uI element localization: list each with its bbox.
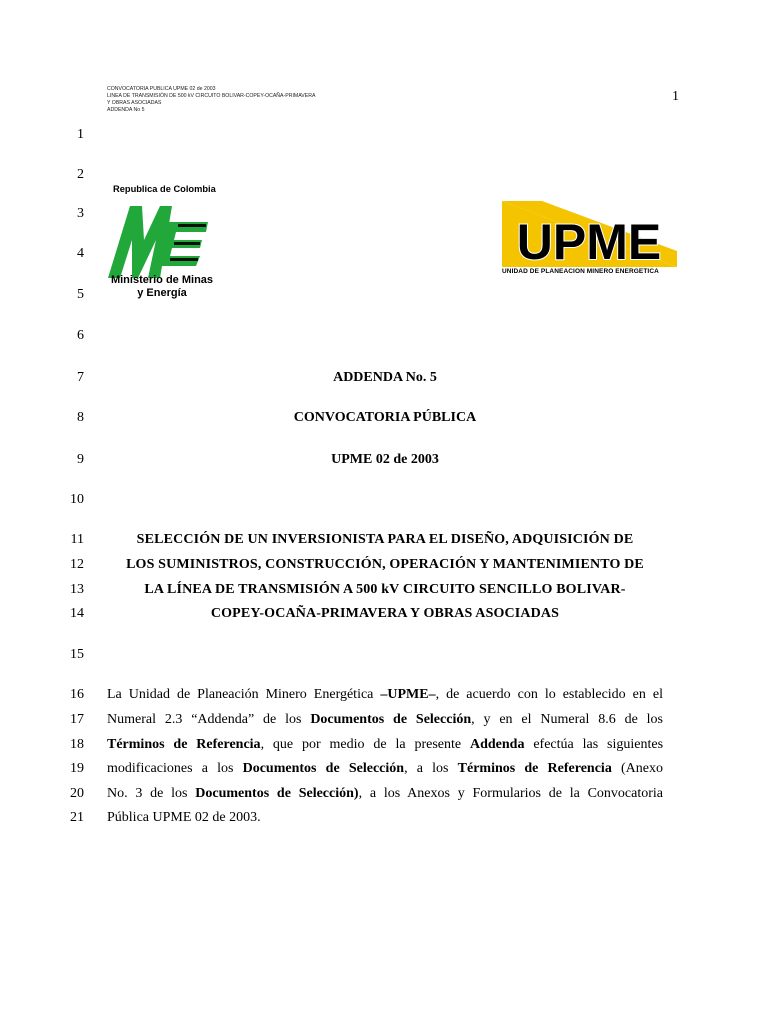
document-header	[107, 86, 315, 114]
body-line: modificaciones a los Documentos de Selección, a los Términos de Referencia (Anexo	[107, 761, 663, 776]
header-line: Y OBRAS ASOCIADAS	[107, 100, 162, 106]
body-line: No. 3 de los Documentos de Selección), a los Anexos y Formularios de la Convocatoria	[107, 786, 663, 801]
convocatoria-code: UPME 02 de 2003	[331, 452, 439, 467]
body-line: Pública UPME 02 de 2003.	[107, 810, 261, 825]
body-line: Numeral 2.3 “Addenda” de los Documentos de Selección, y en el Numeral 8.6 de los	[107, 712, 663, 727]
line-number: 12	[70, 557, 84, 572]
country-label: Republica de Colombia	[113, 184, 216, 194]
upme-caption: UNIDAD DE PLANEACION MINERO ENERGETICA	[502, 268, 659, 275]
line-number: 9	[77, 452, 84, 467]
ministry-name	[106, 274, 218, 299]
line-number: 14	[70, 606, 84, 621]
line-number: 10	[70, 492, 84, 507]
line-number: 17	[70, 712, 84, 727]
line-number: 2	[77, 167, 84, 182]
body-line: La Unidad de Planeación Minero Energética –UPME–, de acuerdo con lo establecido en el	[107, 687, 663, 702]
line-number: 3	[77, 206, 84, 221]
subject-line: LOS SUMINISTROS, CONSTRUCCIÓN, OPERACIÓN Y MANTENIMIENTO DE	[126, 557, 644, 572]
header-line: CONVOCATORIA PUBLICA UPME 02 de 2003	[107, 86, 216, 92]
line-number: 1	[77, 127, 84, 142]
line-number: 13	[70, 582, 84, 597]
line-number: 8	[77, 410, 84, 425]
convocatoria-title: CONVOCATORIA PÚBLICA	[293, 410, 477, 425]
ministry-name-line: y Energía	[137, 286, 187, 299]
header-line: LINEA DE TRANSMISIÓN DE 500 kV CIRCUITO BOLIVAR-COPEY-OCAÑA-PRIMAVERA	[107, 93, 316, 99]
line-number: 4	[77, 246, 84, 261]
line-number: 7	[77, 370, 84, 385]
subject-line: SELECCIÓN DE UN INVERSIONISTA PARA EL DISEÑO, ADQUISICIÓN DE	[136, 532, 634, 547]
upme-logo	[502, 201, 677, 267]
line-number: 21	[70, 810, 84, 825]
subject-line: COPEY-OCAÑA-PRIMAVERA Y OBRAS ASOCIADAS	[210, 606, 560, 621]
line-number: 18	[70, 737, 84, 752]
line-number: 19	[70, 761, 84, 776]
line-number: 11	[70, 532, 84, 547]
page-number: 1	[672, 89, 679, 104]
subject-line: LA LÍNEA DE TRANSMISIÓN A 500 kV CIRCUITO SENCILLO BOLIVAR-	[144, 582, 626, 597]
line-number: 5	[77, 287, 84, 302]
line-number: 15	[70, 647, 84, 662]
header-line: ADDENDA No 5	[107, 107, 145, 113]
line-number: 6	[77, 328, 84, 343]
ministry-name-line: Ministerio de Minas	[110, 274, 214, 286]
line-number: 20	[70, 786, 84, 801]
upme-wordmark: UPME	[516, 214, 662, 267]
body-line: Términos de Referencia, que por medio de la presente Addenda efectúa las siguientes	[107, 737, 664, 752]
upme-acronym: –UPME–	[380, 687, 436, 702]
addenda-title: ADDENDA No. 5	[333, 370, 437, 385]
line-number: 16	[70, 687, 84, 702]
